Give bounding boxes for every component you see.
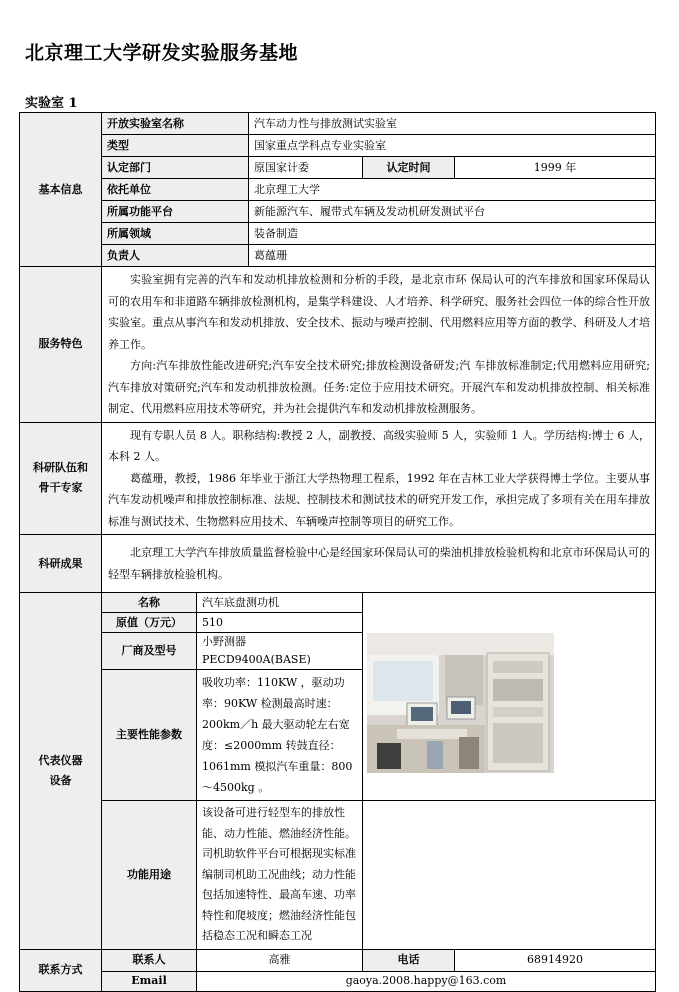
platform-value: 新能源汽车、履带式车辆及发动机研发测试平台	[249, 201, 656, 223]
platform-label: 所属功能平台	[102, 201, 249, 223]
equip-use-value: 该设备可进行轻型车的排放性能、动力性能、燃油经济性能。司机助软件平台可根据现实标准编制司机助工况曲线；动力性能包括加速特性、最高车速、功率特性和爬坡度；燃油经济性能包括稳态工况和瞬态工况	[197, 801, 363, 950]
service-section: 服务特色	[20, 267, 102, 423]
equip-maker-label: 厂商及型号	[102, 633, 197, 670]
equip-price-value: 510	[197, 613, 363, 633]
cert-time-value: 1999 年	[455, 157, 656, 179]
service-paragraph: 方向:汽车排放性能改进研究;汽车安全技术研究;排放检测设备研发;汽 车排放标准制定;代用燃料应用研究;汽车排放对策研究;汽车和发动机排放检测。任务:定位于应用技术研究。开展汽车和发动机排放控制、相关标准制定、代用燃料应用技术等研究，并为社会提供汽车和发动机排放检测服务。	[108, 359, 651, 415]
lab-name-value: 汽车动力性与排放测试实验室	[249, 113, 656, 135]
lab-type-label: 类型	[102, 135, 249, 157]
results-section: 科研成果	[20, 535, 102, 593]
head-value: 葛蕴珊	[249, 245, 656, 267]
equip-maker-value: 小野测器 PECD9400A(BASE)	[197, 633, 363, 670]
team-section-line: 骨干专家	[38, 481, 83, 495]
team-text	[102, 422, 656, 535]
cert-dept-value: 原国家计委	[249, 157, 363, 179]
field-label: 所属领域	[102, 223, 249, 245]
head-label: 负责人	[102, 245, 249, 267]
equip-use-label: 功能用途	[102, 801, 197, 950]
lab-info-table	[19, 112, 656, 992]
service-paragraph: 实验室拥有完善的汽车和发动机排放检测和分析的手段，是北京市环 保局认可的汽车排放和国家环保局认可的农用车和非道路车辆排放检测机构，是集学科建设、人才培养、科学研究、服务社会四位一体的综合性开放实验室。重点从事汽车和发动机排放、安全技术、振动与噪声控制、代用燃料应用等方面的教学、科研及人才培养工作。	[108, 273, 651, 351]
equipment-section-line: 设备	[49, 773, 72, 787]
cert-dept-label: 认定部门	[102, 157, 249, 179]
host-unit-label: 依托单位	[102, 179, 249, 201]
phone-label: 电话	[363, 949, 455, 971]
equipment-photo-cell	[363, 613, 656, 801]
equip-perf-label: 主要性能参数	[102, 670, 197, 801]
page-title: 北京理工大学研发实验服务基地	[25, 42, 299, 64]
results-text	[102, 535, 656, 593]
equipment-section-line: 代表仪器	[38, 753, 83, 767]
contact-section: 联系方式	[20, 949, 102, 991]
basic-info-section: 基本信息	[20, 113, 102, 267]
contact-person-label: 联系人	[102, 949, 197, 971]
lab-number-heading: 实验室 1	[25, 96, 78, 111]
equip-perf-value: 吸收功率：110KW ，驱动功率：90KW 检测最高时速：200km／h 最大驱动轮左右宽度：≤2000mm 转鼓直径：1061mm 模拟汽车重量：800～4500kg 。	[197, 670, 363, 801]
field-value: 装备制造	[249, 223, 656, 245]
phone-value: 68914920	[455, 949, 656, 971]
team-paragraph: 葛蕴珊，教授，1986 年毕业于浙江大学热物理工程系，1992 年在吉林工业大学获得博士学位。主要从事汽车发动机噪声和排放控制标准、法规、控制技术和测试技术的研究开发工作，承担完成了多项有关在用车排放标准与测试技术、生物燃料应用技术、车辆噪声控制等项目的研究工作。	[108, 471, 651, 528]
contact-person-value: 高雅	[197, 949, 363, 971]
host-unit-value: 北京理工大学	[249, 179, 656, 201]
lab-type-value: 国家重点学科点专业实验室	[249, 135, 656, 157]
equip-name-value: 汽车底盘测功机	[197, 593, 363, 613]
equipment-section	[20, 593, 102, 950]
team-section	[20, 422, 102, 535]
team-section-line: 科研队伍和	[33, 461, 88, 475]
equip-price-label: 原值（万元）	[102, 613, 197, 633]
equipment-photo	[367, 633, 554, 773]
equip-name-label: 名称	[102, 593, 197, 613]
team-paragraph: 现有专职人员 8 人。职称结构:教授 2 人，副教授、高级实验师 5 人，实验师 1 人。学历结构:博士 6 人，本科 2 人。	[108, 428, 651, 463]
lab-name-label: 开放实验室名称	[102, 113, 249, 135]
email-label: Email	[102, 971, 197, 991]
email-value: gaoya.2008.happy@163.com	[197, 971, 656, 991]
results-paragraph: 北京理工大学汽车排放质量监督检验中心是经国家环保局认可的柴油机排放检验机构和北京市环保局认可的轻型车辆排放检验机构。	[108, 546, 651, 581]
cert-time-label: 认定时间	[363, 157, 455, 179]
service-text	[102, 267, 656, 423]
